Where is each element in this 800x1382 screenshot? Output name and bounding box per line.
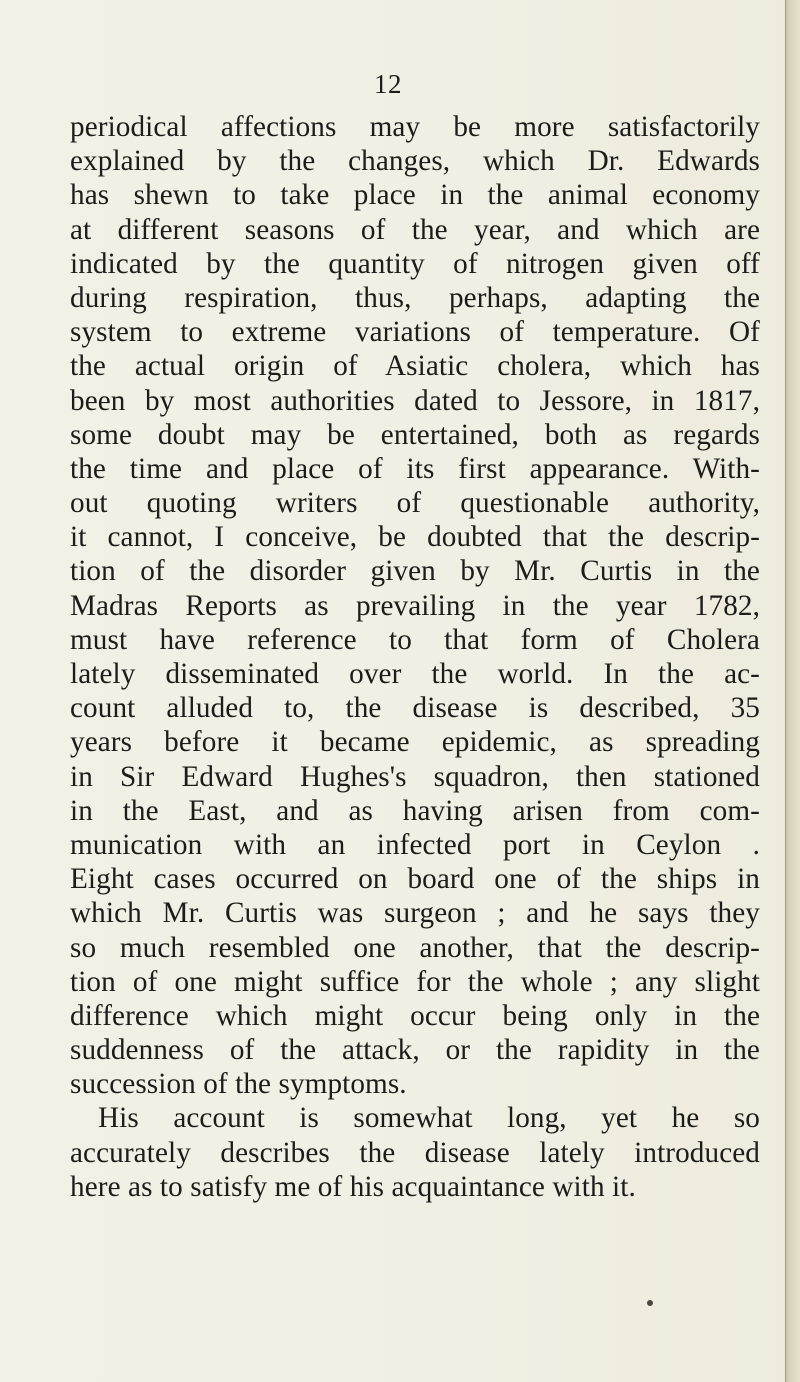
text-line: in Sir Edward Hughes's squadron, then stationed [70, 760, 760, 793]
page-number: 12 [374, 69, 402, 99]
text-line: must have reference to that form of Cholera [70, 623, 760, 656]
text-line: lately disseminated over the world. In the ac- [70, 658, 760, 690]
text-line: which Mr. Curtis was surgeon ; and he says they [70, 897, 760, 930]
text-line: in the East, and as having arisen from com- [70, 794, 760, 827]
text-line: out quoting writers of questionable authority, [70, 487, 760, 520]
text-line: accurately describes the disease lately introduced [70, 1136, 760, 1169]
text-line: has shewn to take place in the animal economy [70, 179, 760, 212]
text-line: count alluded to, the disease is described, 35 [70, 692, 760, 725]
text-line: indicated by the quantity of nitrogen given off [70, 247, 760, 280]
text-line: some doubt may be entertained, both as regards [70, 418, 760, 451]
text-line: system to extreme variations of temperature. Of [70, 316, 760, 349]
text-line: it cannot, I conceive, be doubted that the descrip- [70, 521, 760, 554]
text-line: suddenness of the attack, or the rapidity in the [70, 1034, 760, 1067]
text-line: during respiration, thus, perhaps, adapting the [70, 281, 760, 314]
paragraph-end-line: here as to satisfy me of his acquaintance with it. [70, 1170, 636, 1203]
text-line: Eight cases occurred on board one of the ships in [70, 863, 760, 896]
paragraph-start-line: His account is somewhat long, yet he so [98, 1102, 760, 1135]
text-line: munication with an infected port in Ceylon . [70, 828, 760, 861]
text-line: years before it became epidemic, as spreading [70, 726, 760, 759]
text-line: tion of one might suffice for the whole ; any slight [70, 965, 760, 998]
text-line: periodical affections may be more satisfactorily [70, 111, 760, 143]
paragraph-end-line: succession of the symptoms. [70, 1068, 407, 1101]
text-line: tion of the disorder given by Mr. Curtis in the [70, 555, 760, 588]
page-edge-shadow [785, 0, 800, 1382]
text-line: been by most authorities dated to Jessore, in 1817, [70, 384, 760, 417]
text-line: difference which might occur being only in the [70, 999, 760, 1032]
body-text [70, 110, 760, 1204]
text-line: Madras Reports as prevailing in the year 1782, [70, 589, 760, 622]
ink-speck [647, 1300, 653, 1306]
text-line: at different seasons of the year, and which are [70, 213, 760, 246]
text-line: explained by the changes, which Dr. Edwards [70, 145, 760, 178]
text-line: the time and place of its first appearance. With- [70, 452, 760, 485]
text-line: the actual origin of Asiatic cholera, which has [70, 350, 760, 383]
text-line: so much resembled one another, that the descrip- [70, 931, 760, 964]
